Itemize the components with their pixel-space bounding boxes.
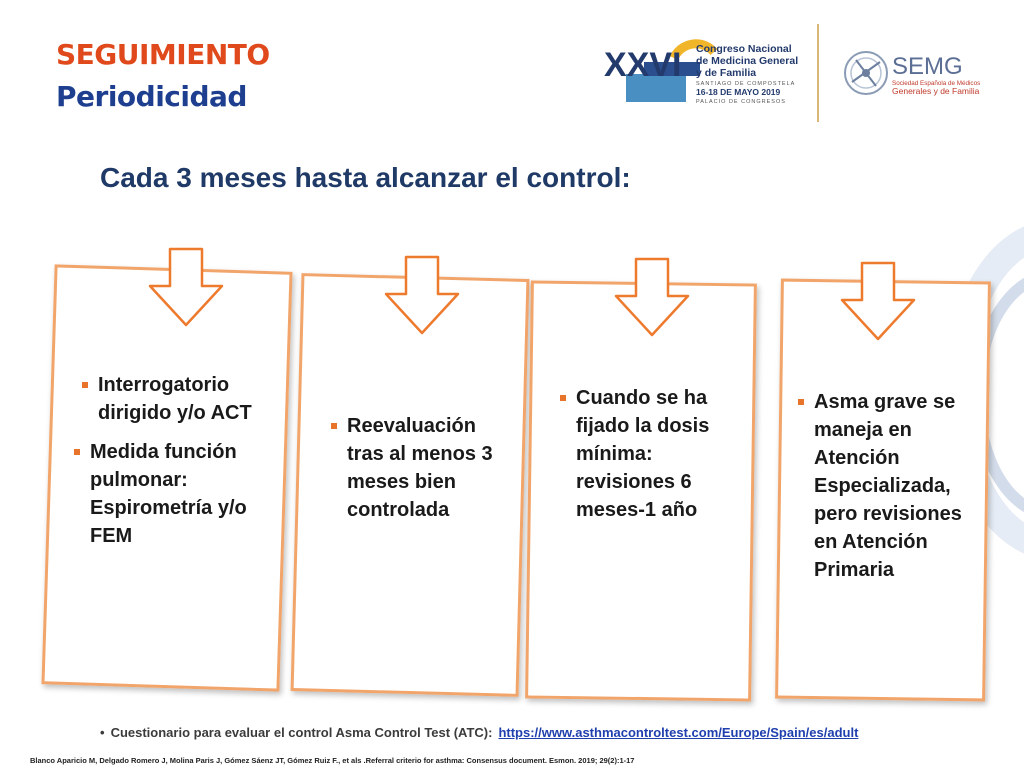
page-subtitle: Periodicidad: [56, 80, 247, 113]
semg-line2: Generales y de Familia: [892, 86, 980, 96]
footnote: [100, 725, 858, 740]
bullet-square-icon: [82, 382, 88, 388]
congress-dates: 16-18 DE MAYO 2019: [696, 87, 781, 97]
card2-bullet-1: Reevaluación tras al menos 3 meses bien controlada: [347, 412, 511, 524]
page-title: SEGUIMIENTO: [56, 38, 270, 71]
logo-divider: [817, 24, 819, 122]
congress-line1: Congreso Nacional: [696, 43, 792, 55]
down-arrow-icon: [382, 254, 462, 336]
bullet-square-icon: [74, 449, 80, 455]
semg-logo: [842, 48, 982, 98]
congress-venue: PALACIO DE CONGRESOS: [696, 99, 786, 104]
bullet-square-icon: [560, 395, 566, 401]
bullet-square-icon: [331, 423, 337, 429]
card4-bullet-1: Asma grave se maneja en Atención Especializada, pero revisiones en Atención Primaria: [814, 388, 980, 584]
bullet-dot-icon: •: [100, 725, 105, 740]
section-heading: Cada 3 meses hasta alcanzar el control:: [100, 162, 631, 193]
card3-bullet-1: Cuando se ha fijado la dosis mínima: revisiones 6 meses-1 año: [576, 384, 746, 524]
down-arrow-icon: [146, 246, 226, 328]
semg-emblem-icon: [845, 52, 887, 94]
congress-line3: y de Familia: [696, 67, 757, 79]
congress-city: SANTIAGO DE COMPOSTELA: [696, 81, 796, 87]
congress-logo: [604, 38, 804, 104]
card1-bullet-2: Medida función pulmonar: Espirometría y/o FEM: [90, 438, 276, 550]
down-arrow-icon: [612, 256, 692, 338]
footnote-text: Cuestionario para evaluar el control Asma Control Test (ATC):: [110, 725, 493, 740]
act-link[interactable]: https://www.asthmacontroltest.com/Europe/Spain/es/adult: [498, 725, 859, 740]
reference-citation: Blanco Aparicio M, Delgado Romero J, Molina Paris J, Gómez Sáenz JT, Gómez Ruiz F., et als .Referral criterio for asthma: Consensus document. Esmon. 2019; 29(2):1-17: [30, 756, 635, 765]
semg-line1: Sociedad Española de Médicos: [892, 80, 981, 87]
semg-name: SEMG: [892, 53, 963, 80]
down-arrow-icon: [838, 260, 918, 342]
card1-bullet-1: Interrogatorio dirigido y/o ACT: [98, 371, 288, 427]
congress-roman-text: XXVI: [604, 46, 682, 84]
bullet-square-icon: [798, 399, 804, 405]
congress-line2: de Medicina General: [696, 55, 799, 67]
